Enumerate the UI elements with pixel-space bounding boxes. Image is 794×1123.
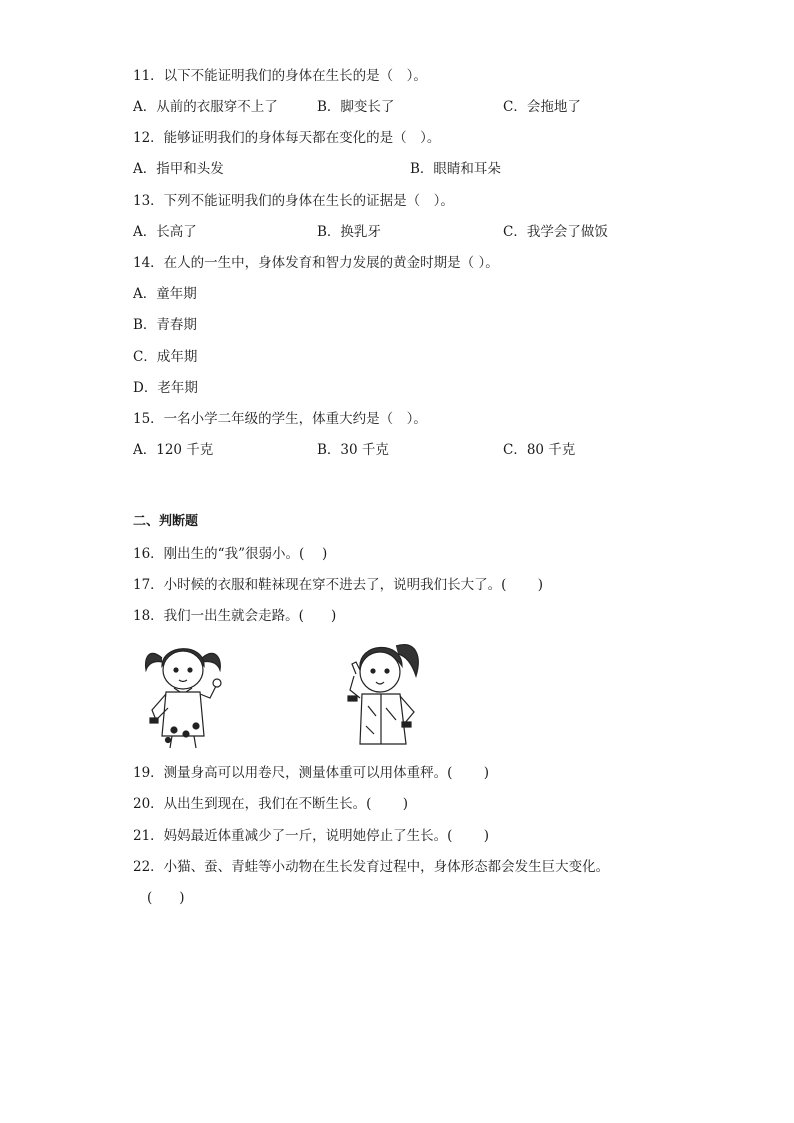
- q11-option-a: A．从前的衣服穿不上了: [133, 99, 278, 115]
- q13-option-c: C．我学会了做饭: [503, 224, 608, 240]
- q15-option-b: B．30 千克: [317, 442, 389, 458]
- question-18: 18．我们一出生就会走路。( ): [133, 608, 337, 624]
- question-22: 22．小猫、蚕、青蛙等小动物在生长发育过程中，身体形态都会发生巨大变化。: [133, 859, 610, 875]
- question-21: 21．妈妈最近体重减少了一斤，说明她停止了生长。( ): [133, 828, 490, 844]
- question-14: 14．在人的一生中，身体发育和智力发展的黄金时期是（ ）。: [133, 255, 499, 271]
- q13-option-b: B．换乳牙: [317, 224, 381, 240]
- question-19: 19．测量身高可以用卷尺，测量体重可以用体重秤。( ): [133, 765, 490, 781]
- q11-option-c: C．会拖地了: [503, 99, 581, 115]
- q14-option-a: A．童年期: [133, 286, 197, 302]
- question-12: 12．能够证明我们的身体每天都在变化的是（ ）。: [133, 130, 441, 146]
- q14-option-b: B．青春期: [133, 317, 197, 333]
- younger-girl-illustration: [140, 636, 230, 751]
- q15-option-a: A．120 千克: [133, 442, 214, 458]
- q14-option-d: D．老年期: [133, 380, 198, 396]
- question-20: 20．从出生到现在，我们在不断生长。( ): [133, 796, 409, 812]
- question-22-answer-blank: ( ): [147, 890, 185, 906]
- older-girl-illustration: [340, 636, 430, 754]
- question-13: 13．下列不能证明我们的身体在生长的证据是（ ）。: [133, 193, 454, 209]
- question-15: 15．一名小学二年级的学生，体重大约是（ ）。: [133, 411, 427, 427]
- q12-option-a: A．指甲和头发: [133, 161, 224, 177]
- q15-option-c: C．80 千克: [503, 442, 576, 458]
- section-heading-judgment: 二、判断题: [133, 514, 199, 529]
- question-17: 17．小时候的衣服和鞋袜现在穿不进去了，说明我们长大了。( ): [133, 577, 544, 593]
- q14-option-c: C．成年期: [133, 349, 198, 365]
- question-11: 11．以下不能证明我们的身体在生长的是（ ）。: [133, 68, 427, 84]
- q13-option-a: A．长高了: [133, 224, 197, 240]
- q11-option-b: B．脚变长了: [317, 99, 395, 115]
- question-16: 16．刚出生的“我”很弱小。( ): [133, 546, 328, 562]
- q12-option-b: B．眼睛和耳朵: [410, 161, 501, 177]
